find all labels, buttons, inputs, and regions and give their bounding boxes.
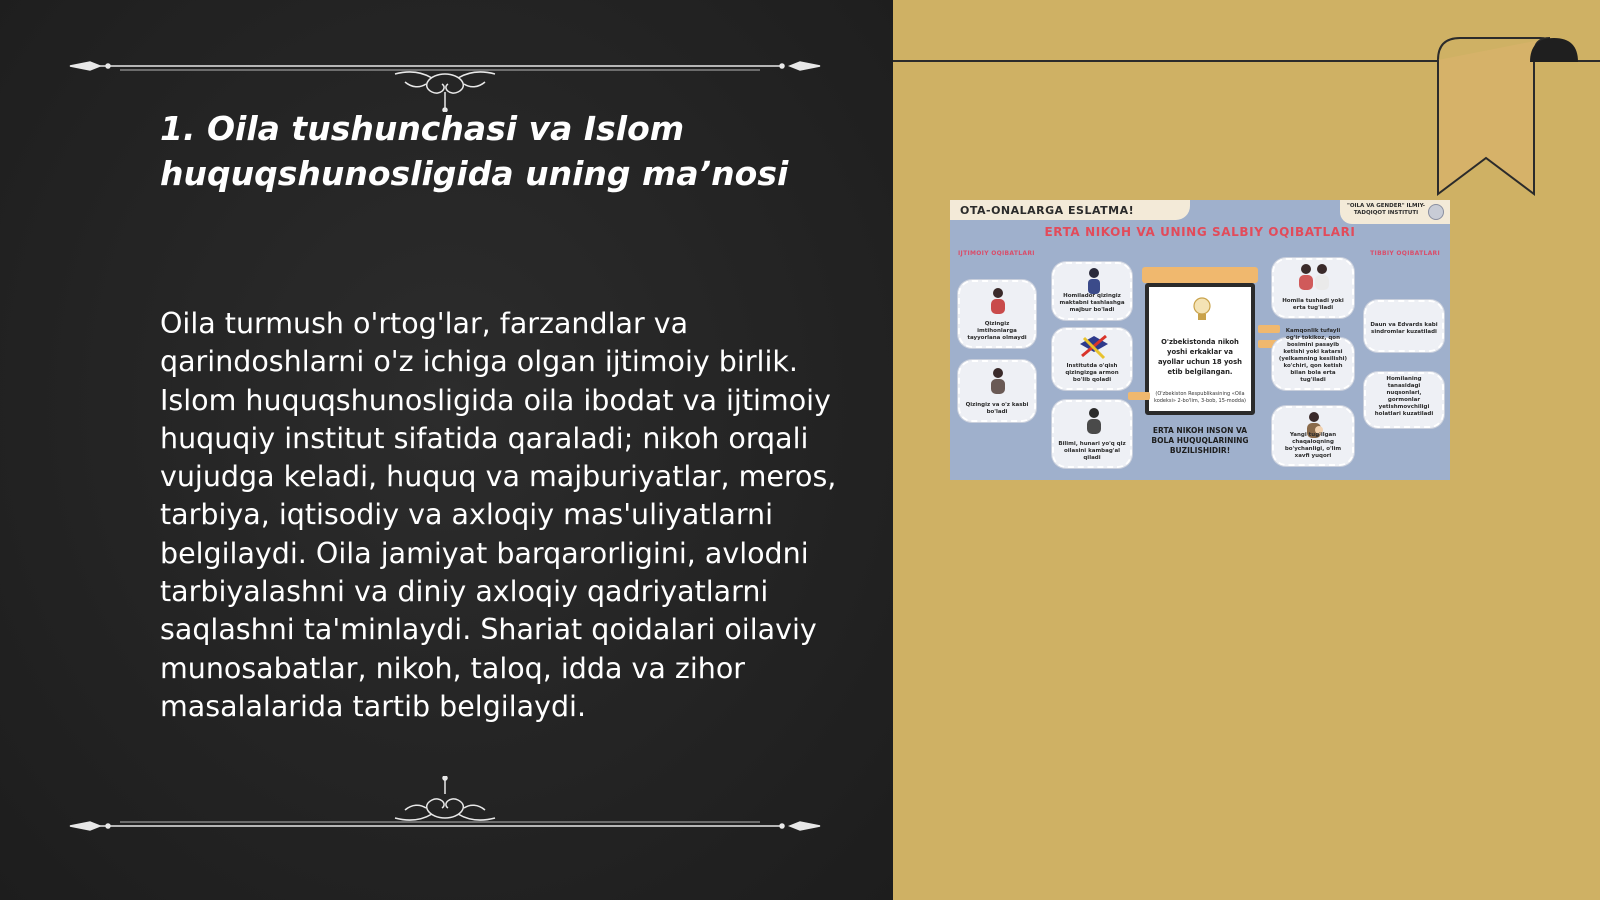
poster-card	[1052, 328, 1132, 390]
poster-card	[1272, 328, 1354, 390]
poster-card	[1272, 258, 1354, 318]
poster-card-text: Qizingiz imtihonlarga tayyorlana olmaydi	[967, 321, 1027, 341]
institute-badge-text: "OILA VA GENDER" ILMIY-TADQIQOT INSTITUTI	[1346, 203, 1426, 216]
poster-card-text: Daun va Edvards kabi sindromlar kuzatiladi	[1370, 322, 1438, 335]
poster-card-text: Homila tushadi yoki erta tug'iladi	[1282, 298, 1344, 311]
notebook-card	[1145, 283, 1255, 415]
broken-cap-icon	[1078, 332, 1110, 362]
ornament-flourish-icon	[60, 776, 830, 836]
poster-card-text: Institutda o'qish qizingizga armon bo'lib qoladi	[1065, 363, 1119, 383]
person-figure	[1082, 406, 1106, 436]
person-figure	[986, 366, 1010, 396]
poster-card	[1364, 300, 1444, 352]
poster-card	[1052, 262, 1132, 320]
poster-card	[1052, 400, 1132, 468]
poster-header	[950, 200, 1190, 220]
poster-card	[1364, 372, 1444, 428]
couple-figure	[1294, 262, 1334, 292]
person-figure	[1082, 266, 1106, 296]
poster-header-text: OTA-ONALARGA ESLATMA!	[960, 204, 1135, 217]
slide-title: 1. Oila tushunchasi va Islom huquqshunosligida uning ma’nosi	[160, 109, 789, 193]
slide-body-text: Oila turmush o'rtog'lar, farzandlar va qarindoshlarni o'z ichiga olgan ijtimoiy birlik. Islom huquqshunosligida oila ibodat va ijtimoiy huquqiy institut sifatida qaraladi; nikoh orqali vujudga keladi, huquq va majburiyatlar, meros, tarbiya, iqtisodiy va axloqiy mas'uliyatlarni belgilaydi. Oila jamiyat barqarorligini, avlodni tarbiyalashni va diniy axloqiy qadriyatlarni saqlashni ta'minlaydi. Shariat qoidalari oilaviy munosabatlar, nikoh, taloq, idda va zihor masalalarida tartib belgilaydi.	[160, 307, 837, 723]
poster-bottom-text: ERTA NIKOH INSON VA BOLA HUQUQLARINING BUZILISHIDIR!	[1151, 426, 1249, 455]
poster-card	[1272, 406, 1354, 466]
notebook-tab	[1128, 392, 1150, 400]
ornament-flourish-icon	[60, 52, 830, 112]
poster-card	[958, 280, 1036, 348]
notebook-reference: (O'zbekiston Respublikasining «Oila kodeksi» 2-bo'lim, 3-bob, 15-modda)	[1153, 391, 1246, 404]
institute-badge	[1340, 200, 1450, 224]
poster-card	[958, 360, 1036, 422]
institute-logo	[1428, 204, 1444, 220]
lightbulb-icon	[1191, 295, 1213, 325]
person-figure	[986, 286, 1010, 316]
poster-card-text: Qizingiz va o'z kasbi bo'ladi	[965, 402, 1029, 415]
notebook-tab	[1258, 325, 1280, 333]
bookmark-ribbon-icon	[1430, 34, 1590, 204]
notebook-rings	[1142, 267, 1258, 283]
poster-card-text: Yangi tug'ilgan chaqaloqning bo'ychanligi, o'lim xavfi yuqori	[1284, 432, 1342, 459]
poster-card-text: Homilaning tanasidagi nuqsonlari, gormonlar yetishmovchiligi holatlari kuzatiladi	[1374, 376, 1434, 417]
poster-card-text: Kamqonlik tufayli og'ir tokikoz, qon bosimini pasayib ketishi yoki katarsi (yelkamning kesilishi) ko'chiri, qon ketish bilan bola erta tug'iladi	[1278, 328, 1348, 383]
poster-subhead-right: TIBBIY OQIBATLARI	[1370, 250, 1440, 257]
poster-card-text: Homilador qizingiz maktabni tashlashga majbur bo'ladi	[1059, 293, 1125, 313]
poster-subhead-left: IJTIMOIY OQIBATLARI	[958, 250, 1035, 257]
poster-title: ERTA NIKOH VA UNING SALBIY OQIBATLARI	[1044, 225, 1356, 239]
notebook-main-text: O'zbekistonda nikoh yoshi erkaklar va ayollar uchun 18 yosh etib belgilangan.	[1157, 338, 1242, 376]
poster-card-text: Bilimi, hunari yo'q qiz oilasini kambag'al qiladi	[1058, 441, 1126, 461]
infographic-poster	[950, 200, 1450, 480]
